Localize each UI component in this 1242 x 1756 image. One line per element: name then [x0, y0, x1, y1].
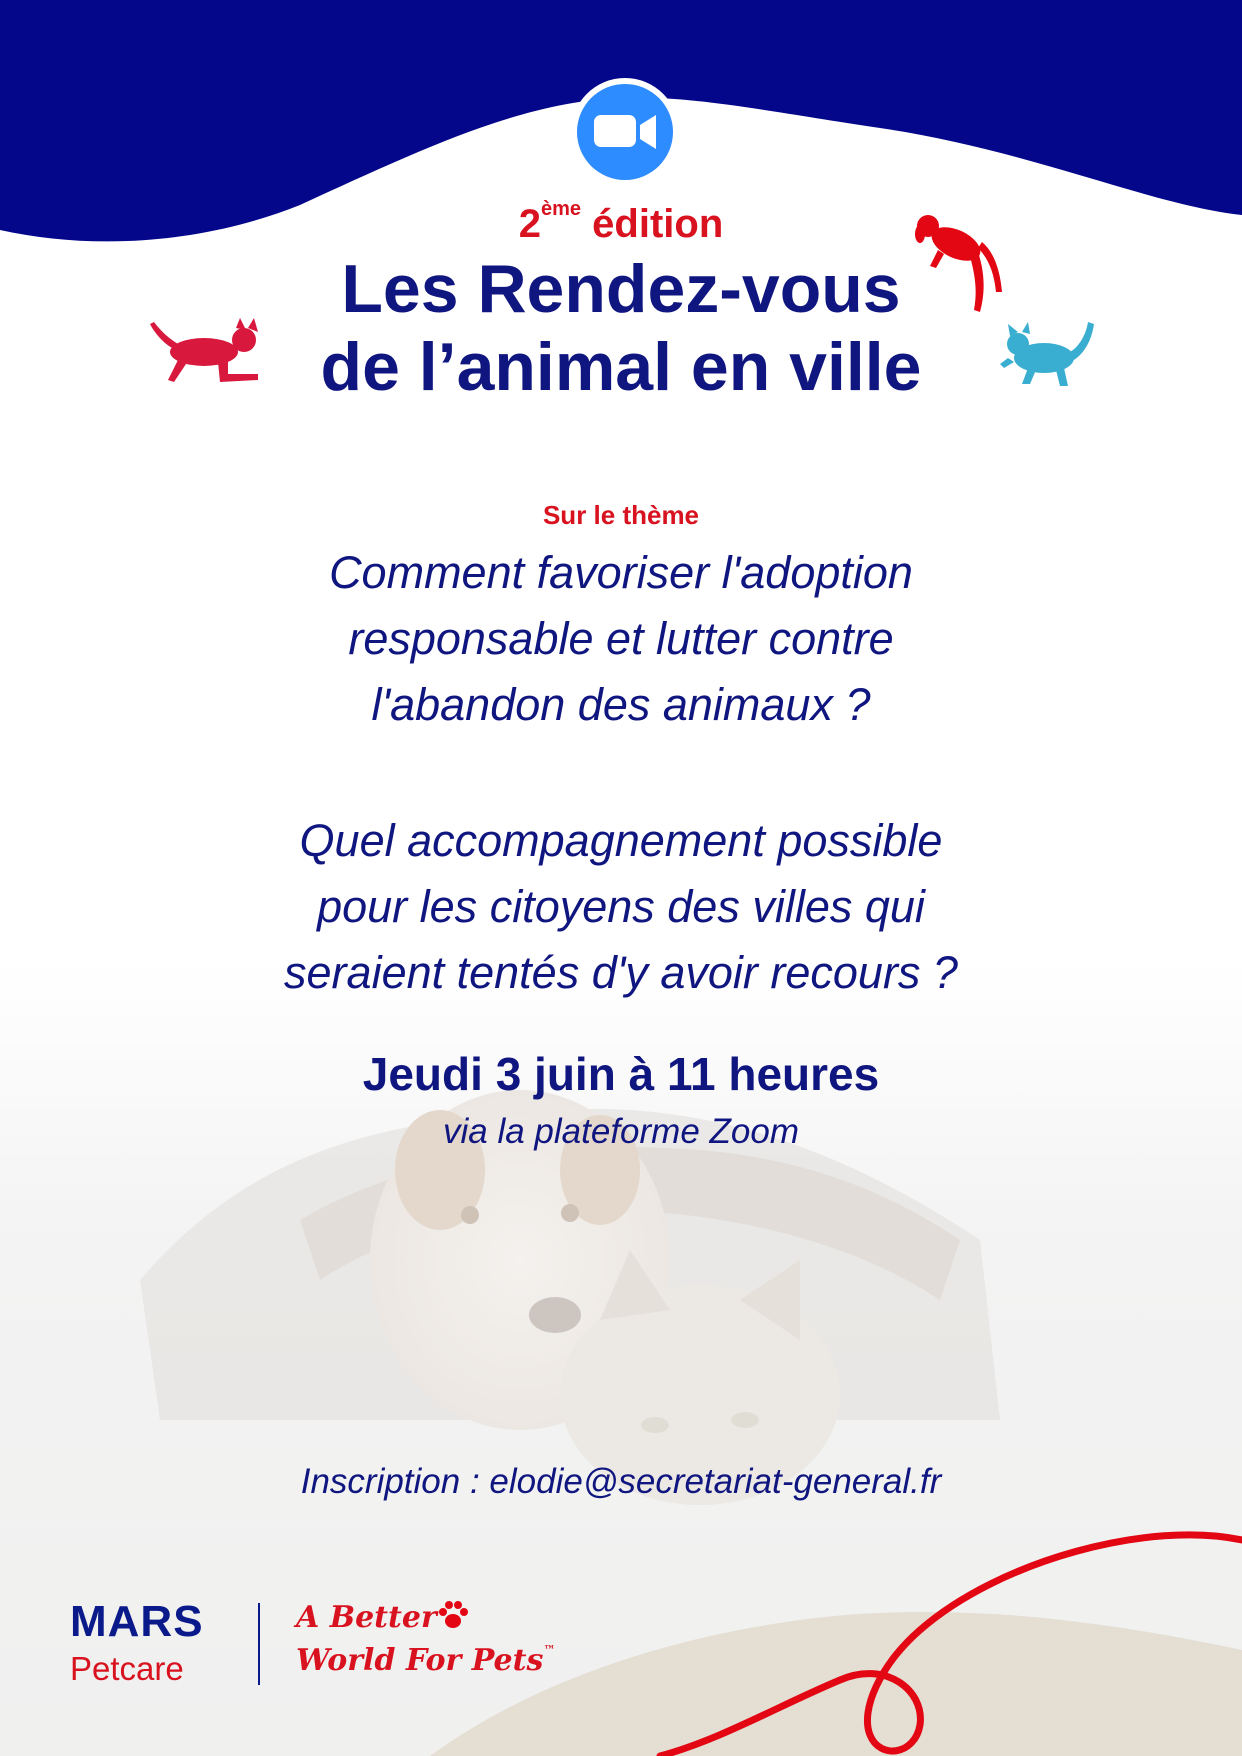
question-1-line: l'abandon des animaux ?: [371, 679, 871, 730]
edition-label: [0, 198, 1242, 247]
cat-eye: [641, 1417, 669, 1433]
edition-number: 2: [518, 202, 541, 246]
question-2-line: pour les citoyens des villes qui: [317, 881, 925, 932]
edition-word: édition: [592, 202, 724, 246]
question-1: [0, 540, 1242, 738]
question-1-line: responsable et lutter contre: [348, 613, 894, 664]
event-title-line-1: Les Rendez-vous: [341, 251, 901, 327]
event-date: Jeudi 3 juin à 11 heures: [362, 1048, 880, 1100]
edition-suffix: ème: [541, 198, 582, 220]
question-2: [0, 808, 1242, 1006]
tagline-line-2: [296, 1643, 555, 1678]
trademark-mark: ™: [543, 1643, 556, 1657]
mars-logo-name: MARS: [70, 1597, 204, 1646]
theme-label: Sur le thème: [542, 500, 700, 530]
question-1-line: Comment favoriser l'adoption: [329, 547, 913, 598]
event-platform: via la plateforme Zoom: [443, 1112, 799, 1151]
cat-eye: [731, 1412, 759, 1428]
dog-eye: [461, 1206, 479, 1224]
question-2-line: Quel accompagnement possible: [299, 815, 943, 866]
question-2-line: seraient tentés d'y avoir recours ?: [284, 947, 958, 998]
video-camera-icon: [570, 77, 680, 187]
event-title-line-2: de l’animal en ville: [320, 329, 922, 405]
mars-logo-sub: Petcare: [70, 1650, 184, 1687]
registration-contact[interactable]: Inscription : elodie@secretariat-general.fr: [300, 1462, 942, 1501]
tagline-line-2-text: World For Pets: [296, 1643, 544, 1678]
tagline-line-1: A Better: [296, 1600, 437, 1635]
paw-icon: [436, 1598, 470, 1632]
logo-divider: [258, 1603, 260, 1685]
dog-eye: [561, 1204, 579, 1222]
dog-nose: [529, 1297, 581, 1333]
